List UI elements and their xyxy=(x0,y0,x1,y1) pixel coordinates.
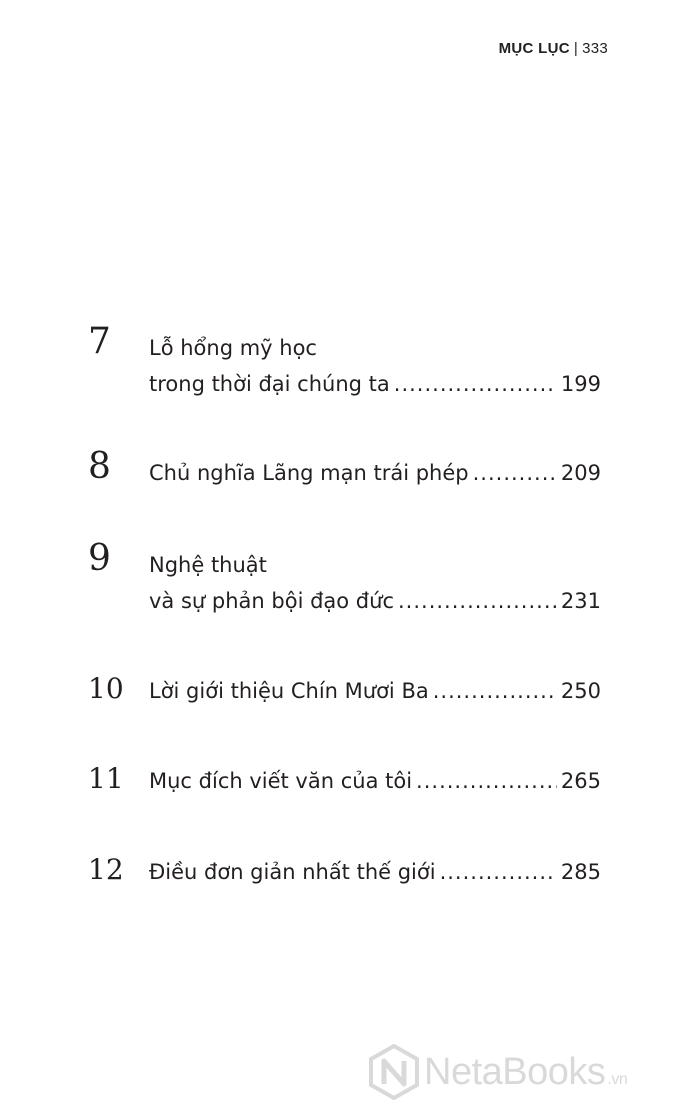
toc-title-line xyxy=(149,854,601,890)
netabooks-watermark xyxy=(368,1044,627,1100)
watermark-brand xyxy=(424,1051,627,1094)
watermark-domain-suffix: .vn xyxy=(607,1070,628,1088)
dot-leader xyxy=(398,583,557,619)
chapter-page-number: 209 xyxy=(560,461,601,485)
chapter-title: Chủ nghĩa Lãng mạn trái phép xyxy=(149,461,469,485)
running-head-separator: | xyxy=(573,40,579,57)
chapter-number: 9 xyxy=(88,538,111,579)
chapter-title-continued: và sự phản bội đạo đức xyxy=(149,589,394,613)
chapter-title: Lỗ hổng mỹ học xyxy=(149,336,317,360)
chapter-title-continued: trong thời đại chúng ta xyxy=(149,372,390,396)
chapter-number: 8 xyxy=(88,446,111,487)
toc-title-line xyxy=(149,763,601,799)
chapter-number: 10 xyxy=(88,672,124,705)
toc-entry-text xyxy=(149,547,601,619)
toc-entry-text xyxy=(149,455,601,491)
chapter-title: Lời giới thiệu Chín Mươi Ba xyxy=(149,679,429,703)
toc-entry-text xyxy=(149,763,601,799)
toc-title-line xyxy=(149,366,601,402)
chapter-number: 7 xyxy=(88,321,111,362)
dot-leader xyxy=(440,854,557,890)
chapter-page-number: 250 xyxy=(560,679,601,703)
chapter-page-number: 285 xyxy=(560,860,601,884)
toc-title-line xyxy=(149,673,601,709)
chapter-number: 11 xyxy=(88,762,124,795)
chapter-title: Điều đơn giản nhất thế giới xyxy=(149,860,436,884)
toc-title-line xyxy=(149,455,601,491)
toc-entry-text xyxy=(149,330,601,402)
dot-leader xyxy=(394,366,557,402)
dot-leader xyxy=(416,763,557,799)
netabooks-logo-icon xyxy=(368,1044,420,1100)
toc-title-line xyxy=(149,583,601,619)
chapter-number: 12 xyxy=(88,853,124,886)
toc-entry-text xyxy=(149,854,601,890)
chapter-page-number: 231 xyxy=(560,589,601,613)
running-head-section: MỤC LỤC xyxy=(498,40,570,57)
chapter-page-number: 265 xyxy=(560,769,601,793)
running-head xyxy=(499,40,608,57)
chapter-title: Mục đích viết văn của tôi xyxy=(149,769,413,793)
chapter-page-number: 199 xyxy=(560,372,601,396)
toc-entry-text xyxy=(149,673,601,709)
dot-leader xyxy=(473,455,557,491)
chapter-title: Nghệ thuật xyxy=(149,553,267,577)
dot-leader xyxy=(433,673,557,709)
running-head-page-number: 333 xyxy=(582,40,608,57)
toc-title-line xyxy=(149,330,601,366)
toc-title-line xyxy=(149,547,601,583)
watermark-brand-name: NetaBooks xyxy=(424,1050,606,1093)
